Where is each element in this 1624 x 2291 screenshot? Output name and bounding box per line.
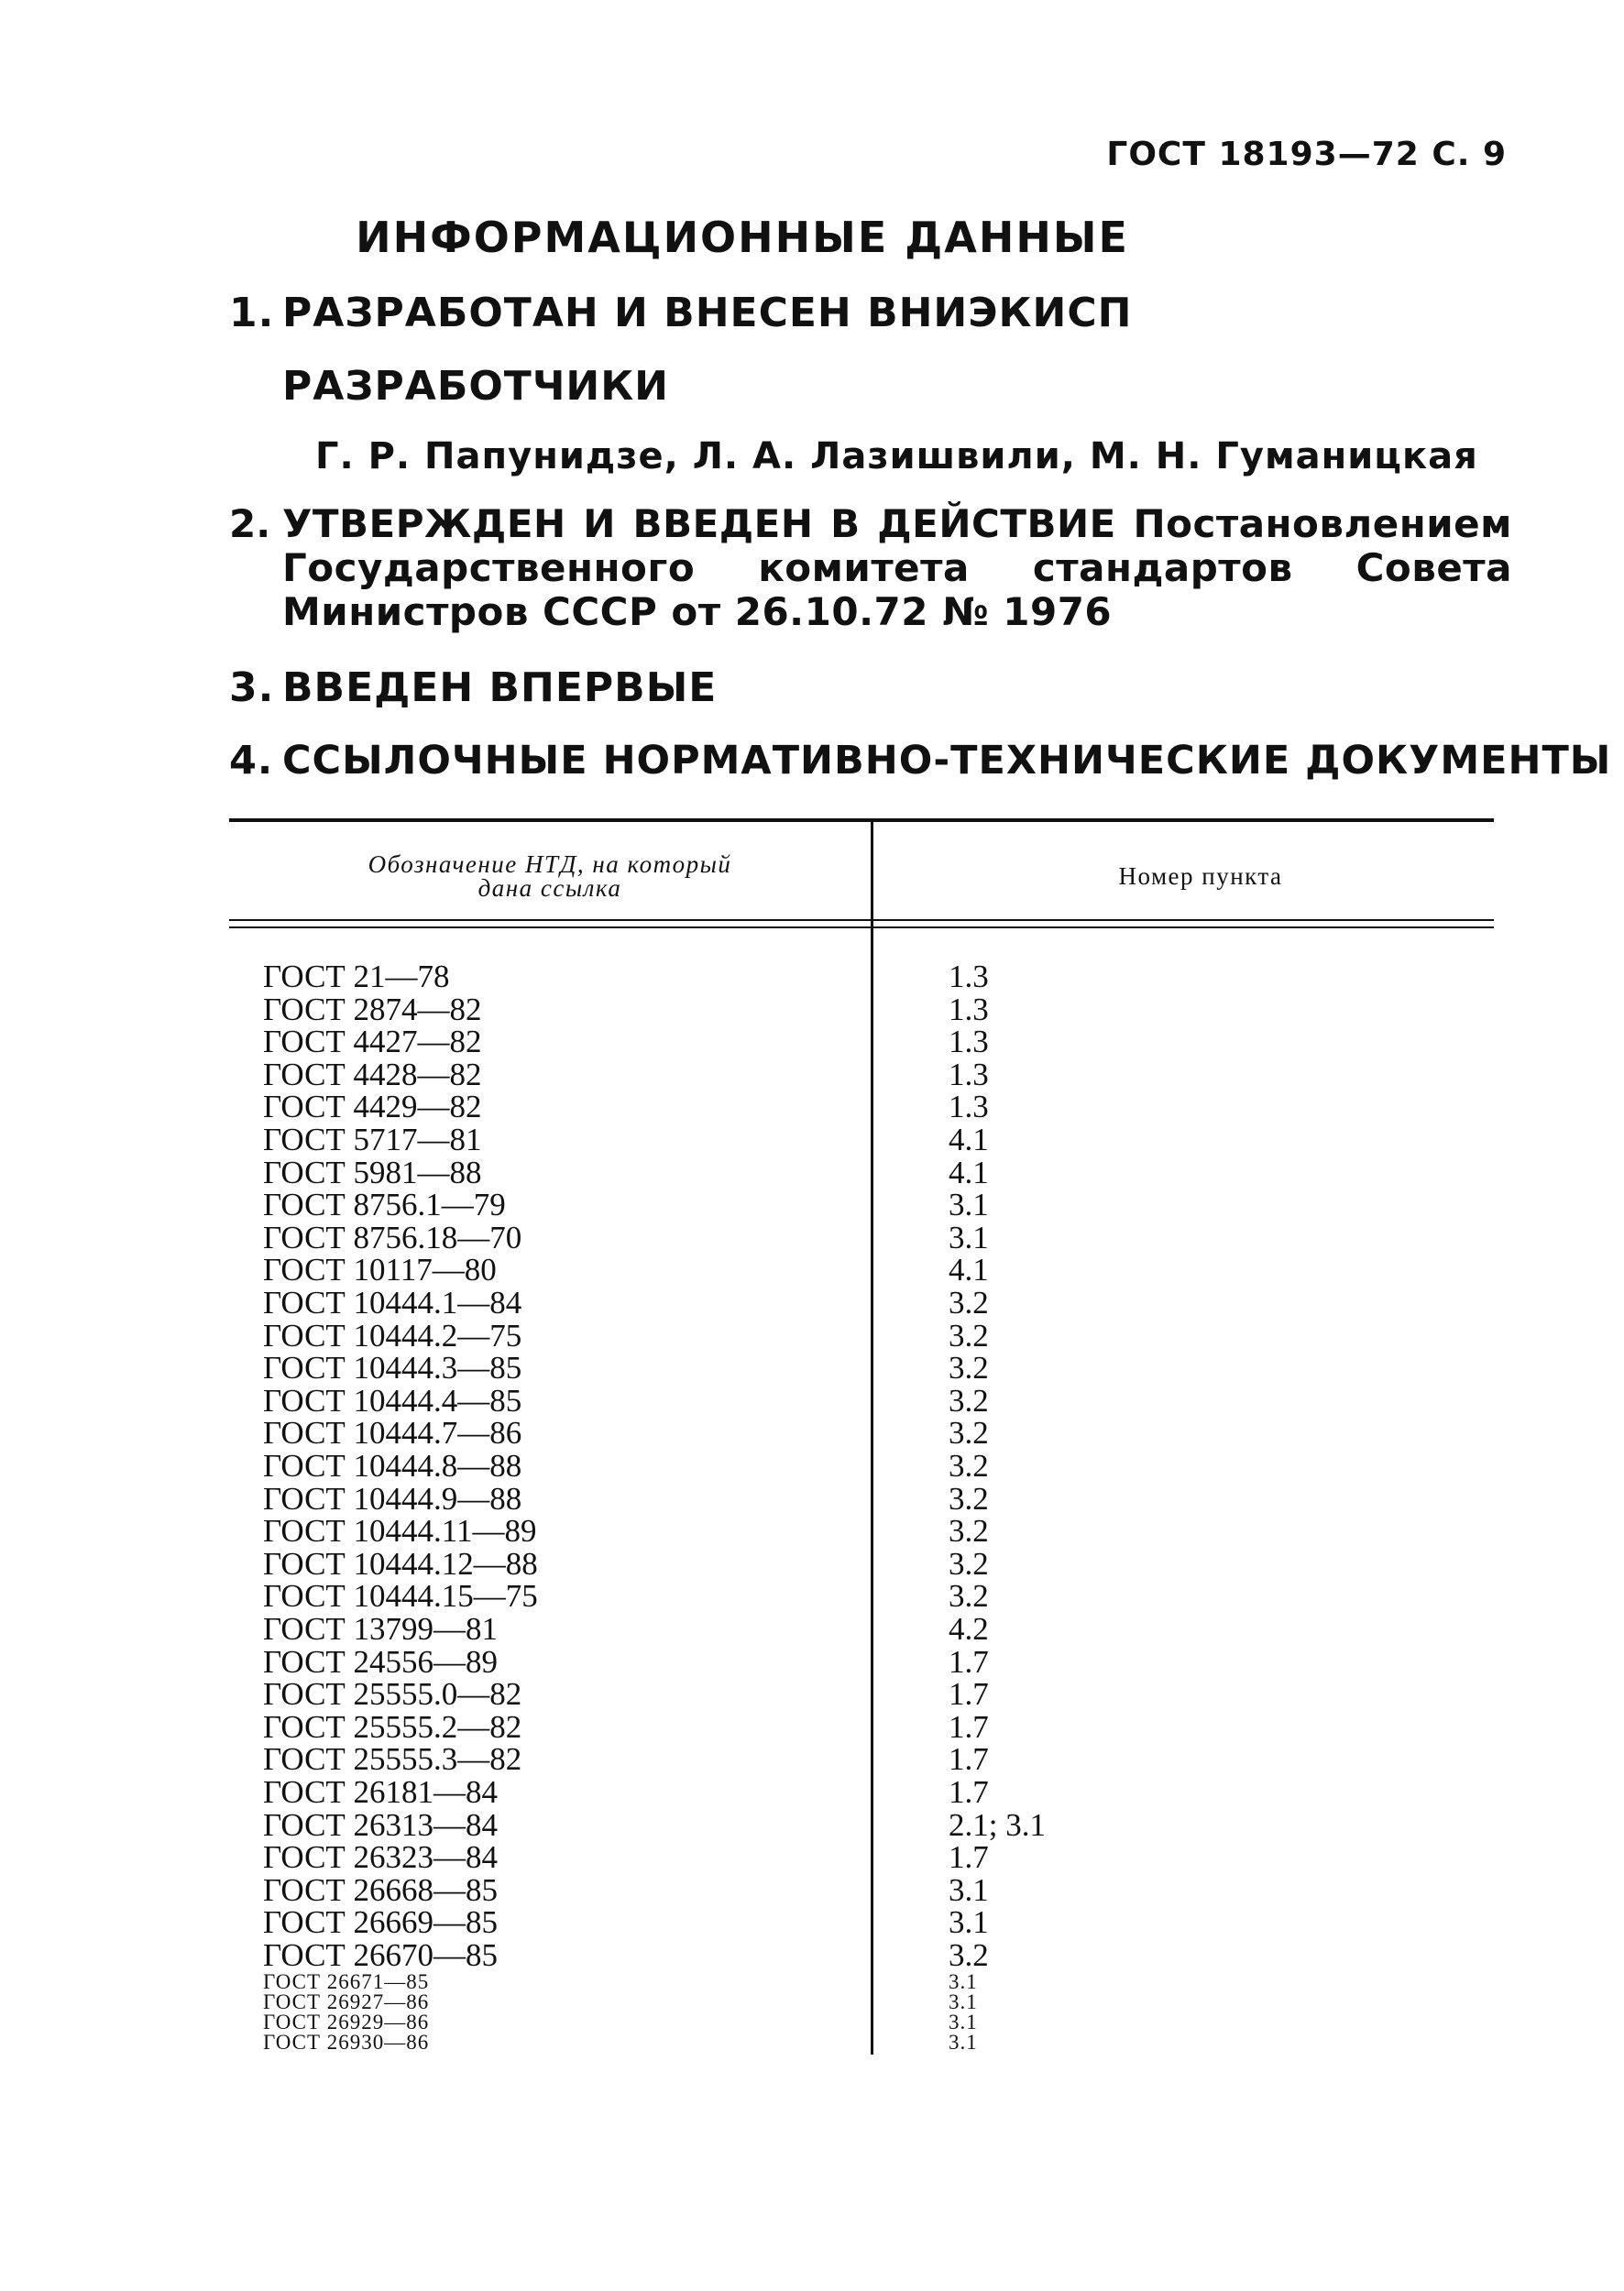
table-cell-clause: 1.7	[949, 1676, 989, 1713]
table-row	[0, 1939, 1624, 1972]
table-row	[0, 1613, 1624, 1646]
table-cell-doc: ГОСТ 26313—84	[263, 1806, 499, 1843]
table-cell-doc: ГОСТ 26671—85	[263, 1969, 430, 1993]
table-cell-clause: 3.1	[949, 1969, 978, 1993]
item-2-paragraph	[282, 502, 1512, 634]
table-cell-doc: ГОСТ 21—78	[263, 959, 450, 994]
table-cell-clause: 4.2	[949, 1611, 989, 1647]
table-row	[0, 1806, 1624, 1843]
table-row	[0, 1992, 1624, 2012]
table-cell-clause: 1.3	[949, 1089, 989, 1125]
table-cell-clause: 3.1	[949, 1871, 989, 1908]
table-row	[0, 1382, 1624, 1419]
table-cell-clause: 1.3	[949, 991, 989, 1027]
table-cell-clause: 3.2	[949, 1317, 989, 1354]
table-row	[0, 1417, 1624, 1450]
table-cell-doc: ГОСТ 26929—86	[263, 2010, 430, 2033]
table-cell-clause: 4.1	[949, 1154, 989, 1190]
table-cell-clause: 3.1	[949, 1187, 989, 1223]
table-cell-doc: ГОСТ 26323—84	[263, 1839, 499, 1876]
table-cell-clause: 1.7	[949, 1643, 989, 1680]
table-cell-clause: 2.1; 3.1	[949, 1806, 1046, 1843]
table-cell-clause: 3.1	[949, 2030, 978, 2054]
table-header-rule-2	[229, 926, 1494, 928]
table-cell-doc: ГОСТ 10117—80	[263, 1252, 497, 1288]
table-cell-doc: ГОСТ 26670—85	[263, 1937, 499, 1973]
table-row	[0, 1871, 1624, 1908]
table-cell-doc: ГОСТ 13799—81	[263, 1611, 499, 1647]
table-cell-clause: 1.7	[949, 1741, 989, 1778]
item-1-number: 1.	[229, 290, 275, 336]
table-row	[0, 2012, 1624, 2033]
table-cell-doc: ГОСТ 25555.0—82	[263, 1676, 522, 1713]
table-cell-doc: ГОСТ 10444.15—75	[263, 1578, 538, 1615]
table-cell-clause: 3.2	[949, 1448, 989, 1484]
table-top-rule	[229, 818, 1494, 822]
table-header-clause: Номер пункта	[1118, 862, 1283, 890]
table-row	[0, 1515, 1624, 1548]
table-row	[0, 1124, 1624, 1156]
table-header-rule-1	[229, 919, 1494, 921]
table-cell-clause: 3.2	[949, 1513, 989, 1550]
table-cell-doc: ГОСТ 5717—81	[263, 1122, 482, 1157]
table-row	[0, 993, 1624, 1026]
table-cell-doc: ГОСТ 24556—89	[263, 1643, 499, 1680]
item-2-number: 2.	[229, 501, 271, 546]
table-cell-clause: 3.2	[949, 1578, 989, 1615]
table-cell-doc: ГОСТ 10444.3—85	[263, 1350, 522, 1387]
table-cell-doc: ГОСТ 10444.1—84	[263, 1285, 522, 1321]
table-cell-doc: ГОСТ 10444.4—85	[263, 1382, 522, 1419]
table-cell-doc: ГОСТ 25555.2—82	[263, 1708, 522, 1745]
section-title: ИНФОРМАЦИОННЫЕ ДАННЫЕ	[356, 213, 1129, 262]
item-3-number: 3.	[229, 664, 275, 711]
table-row	[0, 1743, 1624, 1776]
table-cell-clause: 4.1	[949, 1122, 989, 1157]
table-row	[0, 1580, 1624, 1613]
table-cell-clause: 3.1	[949, 1990, 978, 2013]
table-cell-clause: 1.3	[949, 1056, 989, 1092]
table-cell-doc: ГОСТ 8756.1—79	[263, 1187, 506, 1223]
table-row	[0, 1643, 1624, 1680]
table-cell-doc: ГОСТ 26668—85	[263, 1871, 499, 1908]
table-cell-clause: 3.2	[949, 1382, 989, 1419]
table-cell-doc: ГОСТ 10444.2—75	[263, 1317, 522, 1354]
table-cell-doc: ГОСТ 26669—85	[263, 1904, 499, 1941]
table-row	[0, 1317, 1624, 1354]
table-cell-clause: 3.2	[949, 1415, 989, 1452]
table-row	[0, 1025, 1624, 1058]
table-cell-clause: 4.1	[949, 1252, 989, 1288]
table-row	[0, 1287, 1624, 1320]
table-cell-doc: ГОСТ 10444.11—89	[263, 1513, 537, 1550]
table-cell-doc: ГОСТ 26927—86	[263, 1990, 430, 2013]
table-cell-clause: 3.1	[949, 2010, 978, 2033]
table-row	[0, 1841, 1624, 1874]
table-cell-clause: 1.7	[949, 1708, 989, 1745]
table-cell-clause: 3.2	[949, 1285, 989, 1321]
table-cell-doc: ГОСТ 10444.9—88	[263, 1480, 522, 1517]
table-header-doc-line-1: Обозначение НТД, на который	[368, 850, 732, 878]
item-2-lead: УТВЕРЖДЕН И ВВЕДЕН В ДЕЙСТВИЕ	[282, 501, 1116, 546]
table-row	[0, 1480, 1624, 1517]
table-header-doc	[302, 852, 797, 900]
table-row	[0, 1091, 1624, 1124]
table-row	[0, 1969, 1624, 1993]
page-header: ГОСТ 18193—72 С. 9	[1106, 136, 1507, 173]
table-cell-doc: ГОСТ 26181—84	[263, 1774, 499, 1810]
table-row	[0, 1189, 1624, 1222]
item-3-text: ВВЕДЕН ВПЕРВЫЕ	[282, 664, 718, 711]
table-cell-doc: ГОСТ 10444.12—88	[263, 1545, 538, 1582]
table-cell-clause: 3.1	[949, 1904, 989, 1941]
table-row	[0, 1545, 1624, 1582]
table-cell-doc: ГОСТ 26930—86	[263, 2030, 430, 2054]
table-cell-clause: 1.7	[949, 1774, 989, 1810]
table-row	[0, 960, 1624, 993]
table-cell-doc: ГОСТ 8756.18—70	[263, 1219, 522, 1255]
table-cell-clause: 1.3	[949, 959, 989, 994]
table-cell-clause: 1.3	[949, 1024, 989, 1060]
table-cell-clause: 3.2	[949, 1350, 989, 1387]
item-2	[229, 502, 1512, 634]
developers-names: Г. Р. Папунидзе, Л. А. Лазишвили, М. Н. Гуманицкая	[315, 435, 1478, 477]
table-row	[0, 1708, 1624, 1745]
table-cell-doc: ГОСТ 5981—88	[263, 1154, 482, 1190]
table-header-doc-line-2: дана ссылка	[477, 874, 622, 902]
item-1-text: РАЗРАБОТАН И ВНЕСЕН ВНИЭКИСП	[282, 290, 1133, 336]
developers-heading: РАЗРАБОТЧИКИ	[282, 363, 669, 410]
table-row	[0, 1906, 1624, 1939]
table-row	[0, 1219, 1624, 1255]
item-4-number: 4.	[229, 738, 274, 784]
table-cell-clause: 3.2	[949, 1480, 989, 1517]
item-2-text: Постановлением Государственного комитета стандартов Совета Министров СССР от 26.10.72 № 1976	[282, 501, 1512, 634]
table-cell-doc: ГОСТ 10444.8—88	[263, 1448, 522, 1484]
table-cell-clause: 1.7	[949, 1839, 989, 1876]
table-row	[0, 1156, 1624, 1189]
table-cell-clause: 3.2	[949, 1937, 989, 1973]
table-cell-doc: ГОСТ 4427—82	[263, 1024, 482, 1060]
table-cell-doc: ГОСТ 10444.7—86	[263, 1415, 522, 1452]
table-row	[0, 1352, 1624, 1385]
table-cell-clause: 3.1	[949, 1219, 989, 1255]
table-cell-doc: ГОСТ 2874—82	[263, 991, 482, 1027]
table-row	[0, 1678, 1624, 1711]
table-row	[0, 2030, 1624, 2054]
table-row	[0, 1450, 1624, 1483]
item-4-text: ССЫЛОЧНЫЕ НОРМАТИВНО-ТЕХНИЧЕСКИЕ ДОКУМЕНТЫ	[282, 738, 1612, 784]
table-cell-doc: ГОСТ 4429—82	[263, 1089, 482, 1125]
table-row	[0, 1058, 1624, 1091]
table-row	[0, 1776, 1624, 1809]
table-row	[0, 1254, 1624, 1287]
table-cell-doc: ГОСТ 25555.3—82	[263, 1741, 522, 1778]
table-cell-doc: ГОСТ 4428—82	[263, 1056, 482, 1092]
table-cell-clause: 3.2	[949, 1545, 989, 1582]
